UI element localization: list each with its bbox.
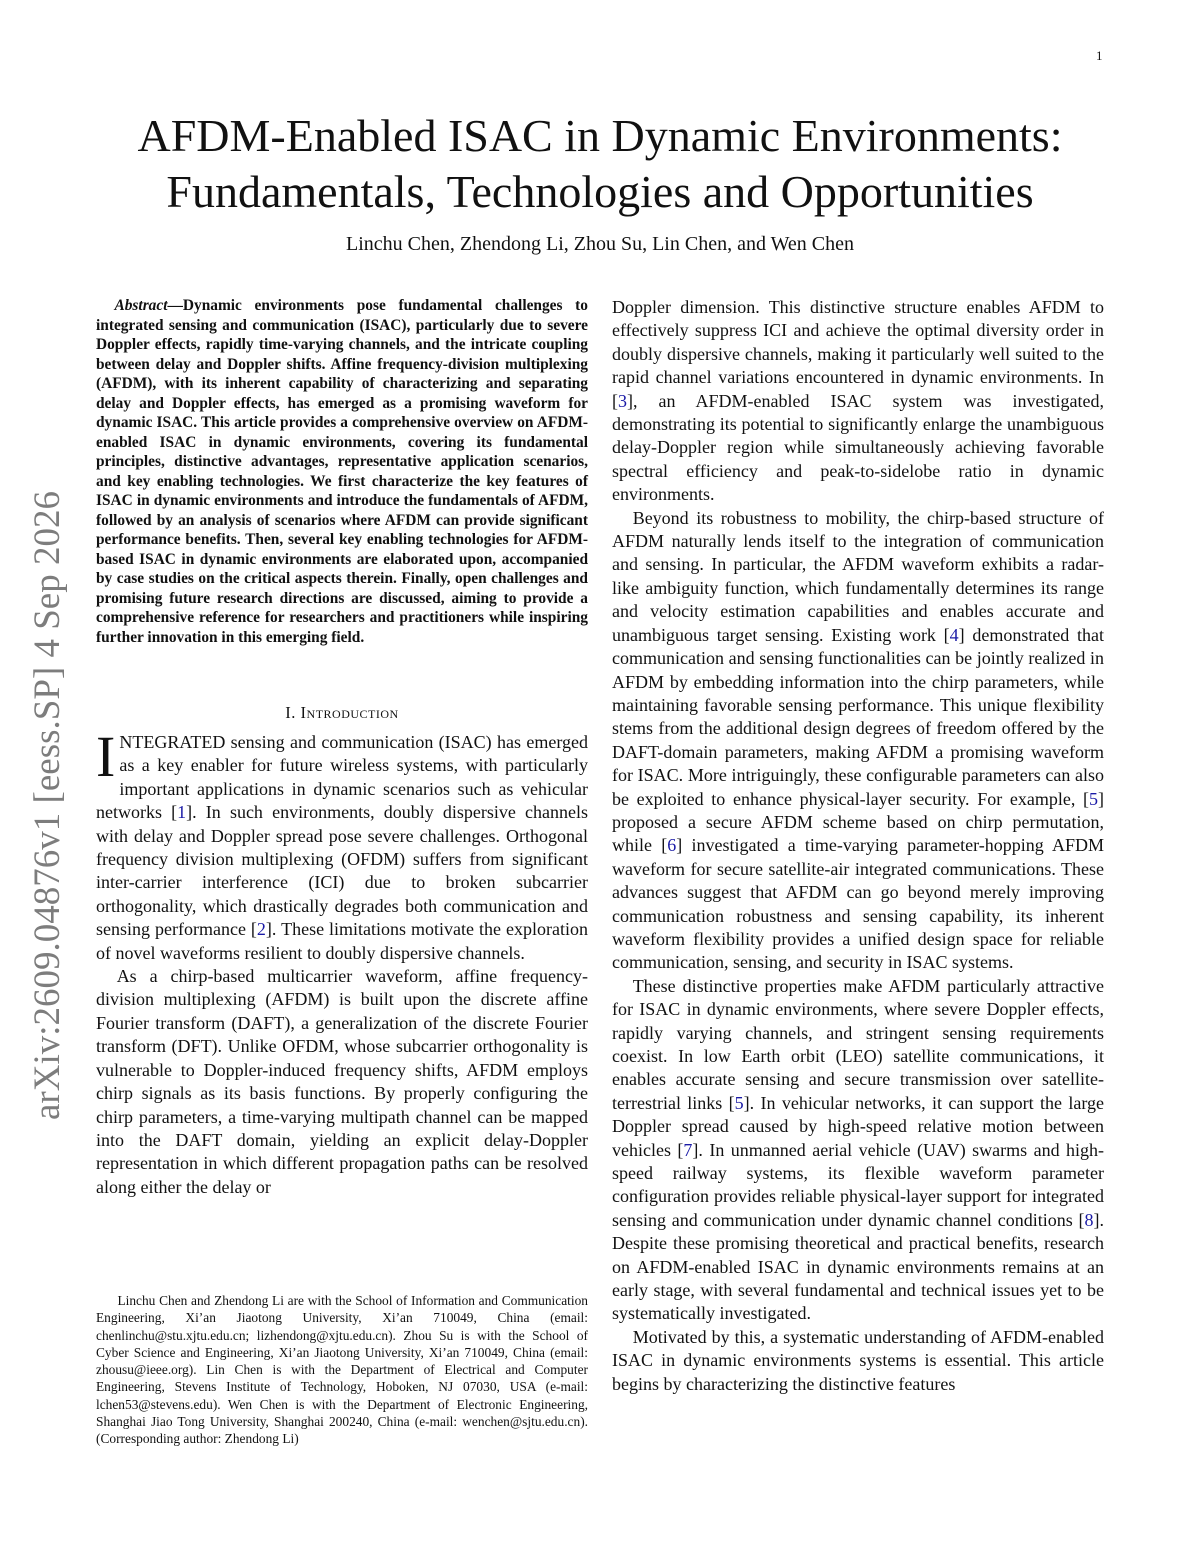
abstract (96, 296, 588, 647)
paragraph-text: ] investigated a time-varying parameter-hopping AFDM waveform for secure satellite-air integrated communications. These advances suggest that AFDM can go beyond merely improving communication robustness and sensing capability, its inherent waveform flexibility provides a unified design space for reliable communication, sensing, and security in ISAC systems. (612, 835, 1104, 973)
citation-link[interactable]: 1 (177, 802, 187, 823)
citation-link[interactable]: 6 (667, 835, 677, 856)
section-heading-introduction (96, 703, 588, 723)
intro-paragraph-1 (96, 724, 588, 965)
title-line-1: AFDM-Enabled ISAC in Dynamic Environments: (137, 110, 1063, 161)
right-column (612, 296, 1104, 1396)
intro-paragraph-2: As a chirp-based multicarrier waveform, affine frequency-division multiplexing (AFDM) is built upon the discrete affine Fourier transform (DAFT), a generalization of the discrete Fourier transform (DFT). Unlike OFDM, whose subcarrier orthogonality is vulnerable to Doppler-induced frequency shifts, AFDM employs chirp signals as its basis functions. By properly configuring the chirp parameters, a time-varying multipath channel can be mapped into the DAFT domain, yielding an explicit delay-Doppler representation in which different propagation paths can be resolved along either the delay or (96, 966, 588, 1197)
paragraph-text: ] demonstrated that communication and sensing functionalities can be jointly realized in AFDM by embedding information into the chirp parameters, while maintaining favorable sensing performance. This unique flexibility stems from the additional design degrees of freedom offered by the DAFT-domain parameters, making AFDM a promising waveform for ISAC. More intriguingly, these configurable parameters can also be exploited to enhance physical-layer security. For example, [ (612, 624, 1104, 809)
paragraph-text: ]. In unmanned aerial vehicle (UAV) swarms and high-speed railway systems, its flexible waveform parameter configuration provides reliable physical-layer support for integrated sensing and communication under dynamic channel conditions [ (612, 1139, 1105, 1230)
paragraph-text: ]. In vehicular networks, it can support the large Doppler spread caused by high-speed relative motion between vehicles [ (612, 1092, 1104, 1160)
citation-link[interactable]: 8 (1084, 1209, 1094, 1230)
intro-paragraph-2-continued (612, 296, 1104, 507)
footnote-text: Linchu Chen and Zhendong Li are with the School of Information and Communication Engineering, Xi’an Jiaotong University, Xi’an 710049, China (email: chenlinchu@stu.xjtu.edu.cn; lizhendong@xjtu.edu.cn). Zhou Su is with the School of Cyber Science and Engineering, Xi’an Jiaotong University, Xi’an 710049, China (email: zhousu@ieee.org). Lin Chen is with the Department of Electrical and Computer Engineering, Stevens Institute of Technology, Hoboken, NJ 07030, USA (e-mail: lchen53@stevens.edu). Wen Chen is with the Department of Electronic Engineering, Shanghai Jiao Tong University, Shanghai 200240, China (e-mail: wenchen@sjtu.edu.cn). (Corresponding author: Zhendong Li) (96, 1293, 588, 1447)
intro-paragraph-4 (612, 975, 1104, 1326)
introduction-body-right (612, 296, 1104, 1396)
citation-link[interactable]: 4 (949, 624, 959, 645)
intro-paragraph-3 (612, 507, 1104, 975)
section-title: Introduction (300, 703, 399, 722)
introduction-body-left (96, 724, 588, 1199)
arxiv-identifier-stamp: arXiv:2609.04876v1 [eess.SP] 4 Sep 2026 (27, 491, 68, 1120)
drop-cap: I (96, 724, 116, 789)
title-line-2: Fundamentals, Technologies and Opportunities (166, 166, 1034, 217)
author-affiliation-footnote (96, 1292, 588, 1448)
paragraph-text: ] proposed a secure AFDM scheme based on chirp permutation, while [ (612, 788, 1104, 856)
left-column (96, 296, 588, 1199)
intro-paragraph-5: Motivated by this, a systematic understanding of AFDM-enabled ISAC in dynamic environments systems is essential. This article begins by characterizing the distinctive features (612, 1326, 1104, 1394)
paragraph-text: ]. In such environments, doubly dispersive channels with delay and Doppler spread pose severe challenges. Orthogonal frequency division multiplexing (OFDM) suffers from significant inter-carrier interference (ICI) due to broken subcarrier orthogonality, which drastically degrades both communication and sensing performance [ (96, 802, 588, 940)
paragraph-text: ], an AFDM-enabled ISAC system was investigated, demonstrating its potential to significantly enlarge the unambiguous delay-Doppler region while simultaneously achieving favorable spectral efficiency and peak-to-sidelobe ratio in dynamic environments. (612, 390, 1104, 505)
paragraph-text: ]. These limitations motivate the exploration of novel waveforms resilient to doubly dispersive channels. (96, 919, 588, 963)
citation-link[interactable]: 7 (683, 1139, 693, 1160)
citation-link[interactable]: 5 (1089, 788, 1098, 809)
author-list: Linchu Chen, Zhendong Li, Zhou Su, Lin Chen, and Wen Chen (346, 233, 854, 255)
page-number: 1 (1096, 48, 1103, 63)
paragraph-text: Beyond its robustness to mobility, the chirp-based structure of AFDM naturally lends itself to the integration of communication and sensing. In particular, the AFDM waveform exhibits a radar-like ambiguity function, which fundamentally determines its range and velocity estimation capabilities and enables accurate and unambiguous target sensing. Existing work [ (612, 507, 1104, 645)
abstract-text: —Dynamic environments pose fundamental challenges to integrated sensing and communication (ISAC), particularly due to severe Doppler effects, rapidly time-varying channels, and the intricate coupling between delay and Doppler shifts. Affine frequency-division multiplexing (AFDM), with its inherent capability of characterizing and separating delay and Doppler effects, has emerged as a promising waveform for dynamic ISAC. This article provides a comprehensive overview on AFDM-enabled ISAC in dynamic environments, covering its fundamental principles, distinctive advantages, representative application scenarios, and key enabling technologies. We first characterize the key features of ISAC in dynamic environments and introduce the fundamentals of AFDM, followed by an analysis of scenarios where AFDM can provide significant performance benefits. Then, several key enabling technologies for AFDM-based ISAC in dynamic environments are elaborated upon, accompanied by case studies on the critical aspects therein. Finally, open challenges and promising future research directions are discussed, aiming to provide a comprehensive reference for researchers and practitioners while inspiring further innovation in this emerging field. (96, 297, 588, 646)
paragraph-text: ]. Despite these promising theoretical and practical benefits, research on AFDM-enabled ISAC in dynamic environments remains at an early stage, with several fundamental and technical issues yet to be systematically investigated. (612, 1209, 1104, 1324)
abstract-label: Abstract (114, 297, 168, 314)
citation-link[interactable]: 5 (734, 1092, 744, 1113)
citation-link[interactable]: 3 (618, 390, 627, 411)
paragraph-text: These distinctive properties make AFDM particularly attractive for ISAC in dynamic environments, where severe Doppler effects, rapidly varying channels, and stringent sensing requirements coexist. In low Earth orbit (LEO) satellite communications, it enables accurate sensing and secure transmission over satellite-terrestrial links [ (612, 975, 1104, 1113)
paper-title (60, 108, 1140, 220)
citation-link[interactable]: 2 (256, 919, 266, 940)
paragraph-text: NTEGRATED sensing and communication (ISAC) has emerged as a key enabler for future wireless systems, with particularly important applications in dynamic scenarios such as vehicular networks [ (96, 732, 588, 823)
section-number: I. (285, 703, 296, 722)
paragraph-text: Doppler dimension. This distinctive structure enables AFDM to effectively suppress ICI and achieve the optimal diversity order in doubly dispersive channels, making it particularly well suited to the rapid channel variations encountered in dynamic environments. In [ (612, 297, 1104, 411)
